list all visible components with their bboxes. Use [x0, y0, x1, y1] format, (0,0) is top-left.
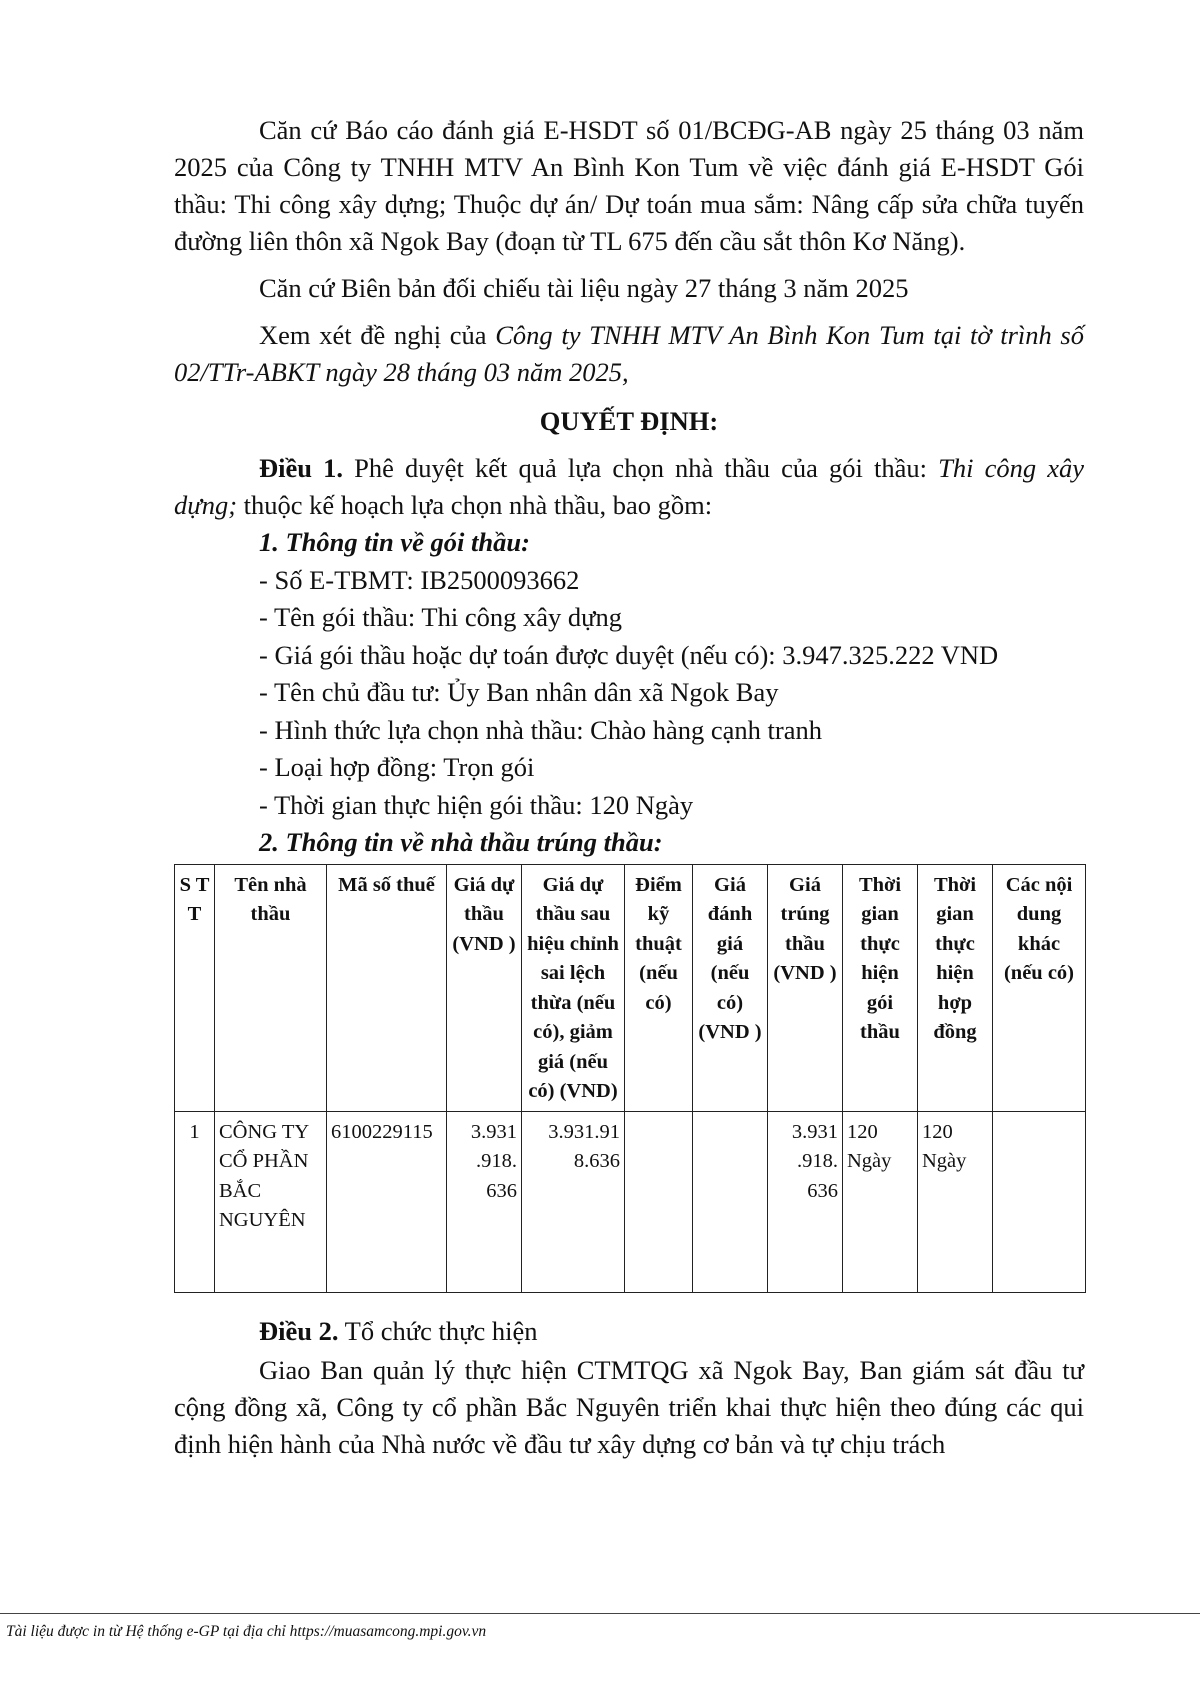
consideration-lead: Xem xét đề nghị của: [259, 320, 496, 350]
article-2-text: Tổ chức thực hiện: [338, 1315, 538, 1346]
footer-note: Tài liệu được in từ Hệ thống e-GP tại địa chỉ https://muasamcong.mpi.gov.vn: [6, 1623, 487, 1640]
column-header-contract-duration: Thời gian thực hiện hợp đồng: [918, 864, 993, 1111]
column-header-package-duration: Thời gian thực hiện gói thầu: [843, 864, 918, 1111]
article-2-label: Điều 2.: [259, 1315, 339, 1346]
package-info-item: - Tên gói thầu: Thi công xây dựng: [259, 602, 622, 632]
document-body: [174, 112, 1084, 1463]
article-1-text: Phê duyệt kết quả lựa chọn nhà thầu của gói thầu:: [343, 453, 939, 483]
table-row: [175, 1111, 1086, 1292]
section-1-title: 1. Thông tin về gói thầu:: [259, 527, 530, 557]
article-1-label: Điều 1.: [259, 453, 343, 483]
winning-bidder-table: [174, 864, 1086, 1293]
package-info-item: - Hình thức lựa chọn nhà thầu: Chào hàng cạnh tranh: [259, 714, 822, 745]
package-info-item: - Loại hợp đồng: Trọn gói: [259, 752, 535, 782]
cell-technical-score: [625, 1111, 693, 1292]
cell-bid-price: 3.931 .918. 636: [447, 1111, 522, 1292]
footer-divider: [0, 1613, 1200, 1614]
paragraph-basis-minutes: Căn cứ Biên bản đối chiếu tài liệu ngày 27 tháng 3 năm 2025: [259, 273, 909, 303]
package-info-item: - Tên chủ đầu tư: Ủy Ban nhân dân xã Ngok Bay: [259, 677, 779, 707]
table-header-row: [175, 864, 1086, 1111]
article-1-italic: Thi công xây dựng;: [174, 453, 1085, 520]
article-1: [174, 450, 1084, 524]
package-info-item: - Thời gian thực hiện gói thầu: 120 Ngày: [259, 789, 694, 820]
column-header-evaluated-price: Giá đánh giá (nếu có) (VND ): [693, 864, 768, 1111]
column-header-technical-score: Điểm kỹ thuật (nếu có): [625, 864, 693, 1111]
cell-bidder-name: CÔNG TY CỔ PHẦN BẮC NGUYÊN: [215, 1111, 327, 1292]
column-header-other-content: Các nội dung khác (nếu có): [993, 864, 1086, 1111]
cell-tax-code: 6100229115: [327, 1111, 447, 1292]
column-header-adjusted-price: Giá dự thầu sau hiệu chỉnh sai lệch thừa (nếu có), giảm giá (nếu có) (VND): [522, 864, 625, 1111]
cell-adjusted-price: 3.931.91 8.636: [522, 1111, 625, 1292]
column-header-stt: S T T: [175, 864, 215, 1111]
article-1-tail: thuộc kế hoạch lựa chọn nhà thầu, bao gồm:: [237, 490, 713, 520]
section-2-title: 2. Thông tin về nhà thầu trúng thầu:: [259, 827, 663, 857]
cell-evaluated-price: [693, 1111, 768, 1292]
package-info-item: - Giá gói thầu hoặc dự toán được duyệt (nếu có): 3.947.325.222 VND: [259, 639, 999, 670]
cell-stt: 1: [175, 1111, 215, 1292]
paragraph-consideration: [174, 317, 1084, 391]
column-header-bidder-name: Tên nhà thầu: [215, 864, 327, 1111]
package-info-item: - Số E-TBMT: IB2500093662: [259, 564, 580, 595]
decision-heading: QUYẾT ĐỊNH:: [539, 406, 719, 436]
cell-contract-duration: 120 Ngày: [918, 1111, 993, 1292]
column-header-winning-price: Giá trúng thầu (VND ): [768, 864, 843, 1111]
column-header-tax-code: Mã số thuế: [327, 864, 447, 1111]
article-2-paragraph: Giao Ban quản lý thực hiện CTMTQG xã Ngok Bay, Ban giám sát đầu tư cộng đồng xã, Công ty cổ phần Bắc Nguyên triển khai thực hiện theo đúng các qui định hiện hành của Nhà nước về đầu tư xây dựng cơ bản và tự chịu trách: [174, 1354, 1084, 1459]
cell-winning-price: 3.931 .918. 636: [768, 1111, 843, 1292]
cell-package-duration: 120 Ngày: [843, 1111, 918, 1292]
paragraph-basis-report: Căn cứ Báo cáo đánh giá E-HSDT số 01/BCĐG-AB ngày 25 tháng 03 năm 2025 của Công ty TNHH MTV An Bình Kon Tum về việc đánh giá E-HSDT Gói thầu: Thi công xây dựng; Thuộc dự án/ Dự toán mua sắm: Nâng cấp sửa chữa tuyến đường liên thôn xã Ngok Bay (đoạn từ TL 675 đến cầu sắt thôn Kơ Năng).: [174, 115, 1084, 256]
column-header-bid-price: Giá dự thầu (VND ): [447, 864, 522, 1111]
cell-other-content: [993, 1111, 1086, 1292]
article-2: [174, 1313, 1084, 1350]
consideration-italic: Công ty TNHH MTV An Bình Kon Tum tại tờ trình số 02/TTr-ABKT ngày 28 tháng 03 năm 2025,: [174, 320, 1084, 387]
